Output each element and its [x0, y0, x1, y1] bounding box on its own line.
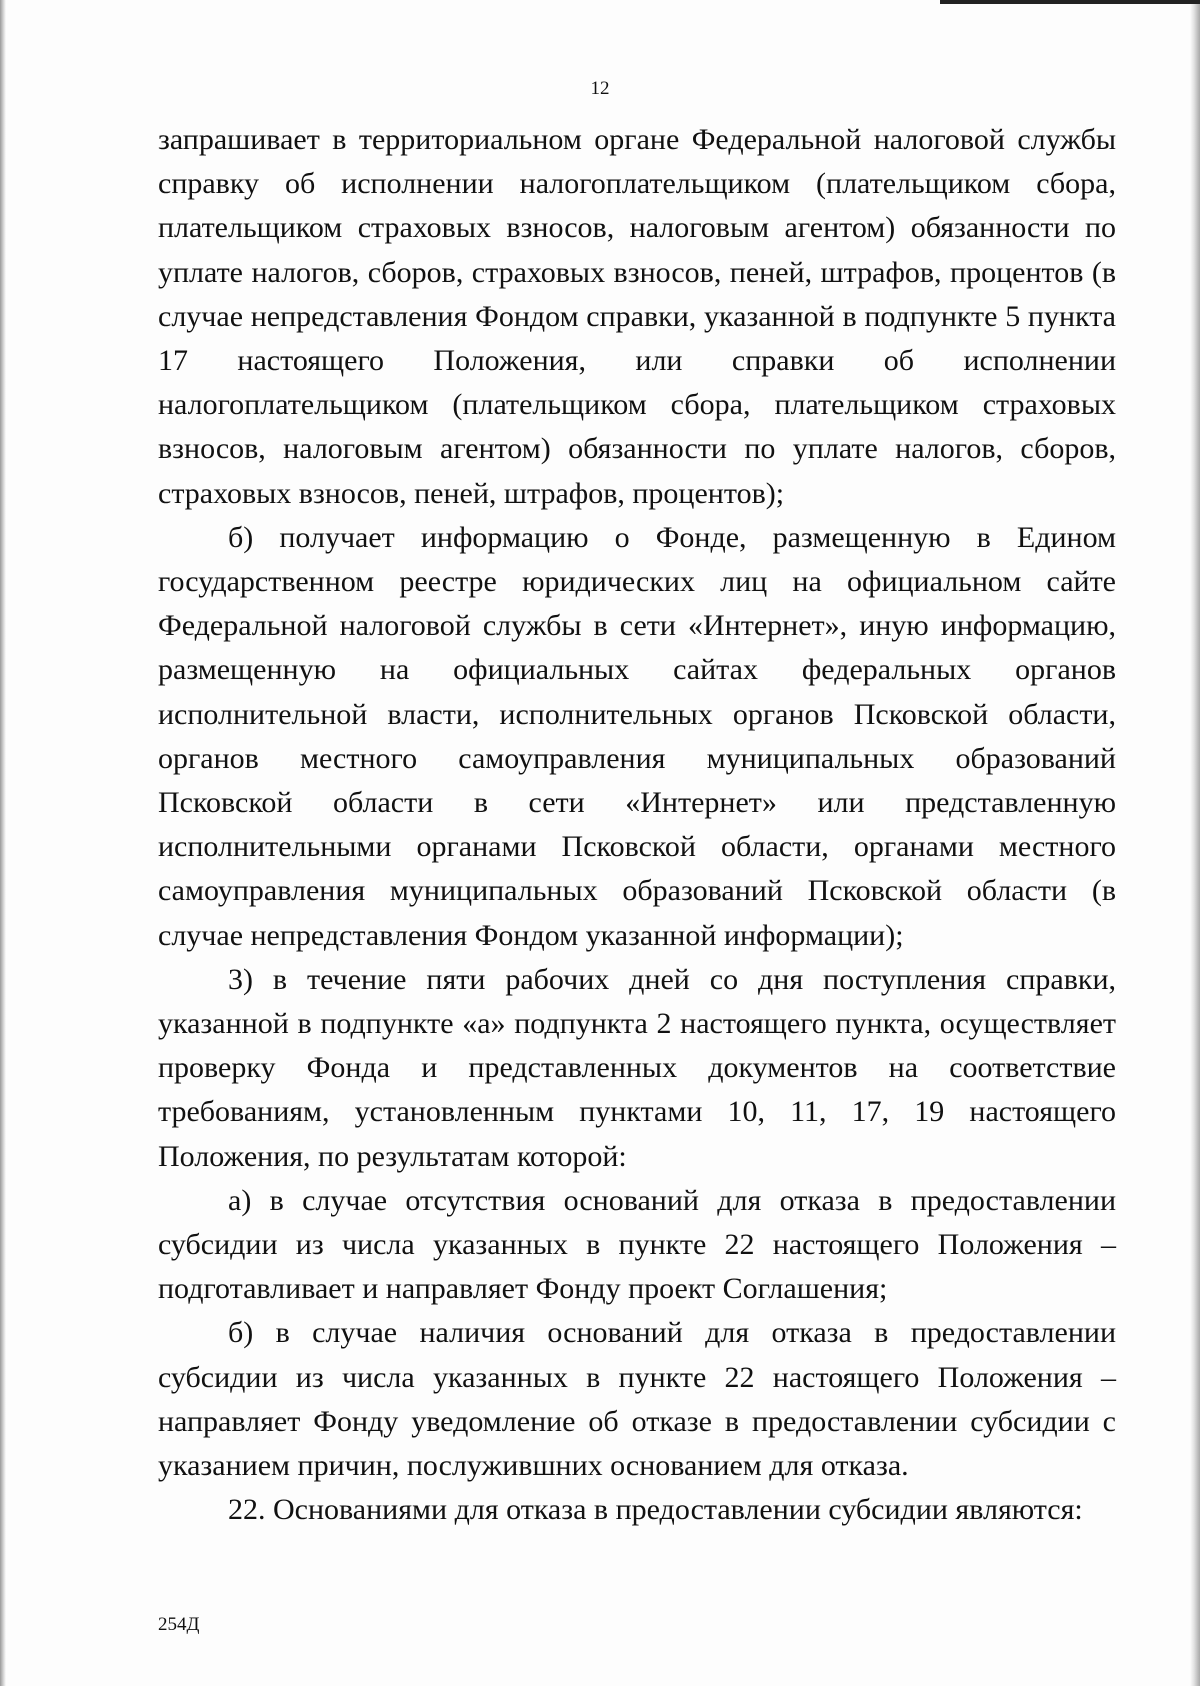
paragraph-continuation: запрашивает в территориальном органе Федеральной налоговой службы справку об исполнении налогоплательщиком (плательщиком сбора, плательщиком страховых взносов, налоговым агентом) обязанности по уплате налогов, сборов, страховых взносов, пеней, штрафов, процентов (в случае непредставления Фондом справки, указанной в подпункте 5 пункта 17 настоящего Положения, или справки об исполнении налогоплательщиком (плательщиком сбора, плательщиком страховых взносов, налоговым агентом) обязанности по уплате налогов, сборов, страховых взносов, пеней, штрафов, процентов);	[158, 123, 1116, 510]
scan-edge-right	[1190, 0, 1200, 1686]
document-body	[158, 118, 1116, 1533]
paragraph-subitem-b: б) получает информацию о Фонде, размещенную в Едином государственном реестре юридических лиц на официальном сайте Федеральной налоговой службы в сети «Интернет», иную информацию, размещенную на официальных сайтах федеральных органов исполнительной власти, исполнительных органов Псковской области, органов местного самоуправления муниципальных образований Псковской области в сети «Интернет» или представленную исполнительными органами Псковской области, органами местного самоуправления муниципальных образований Псковской области (в случае непредставления Фондом указанной информации);	[158, 520, 1116, 952]
scan-edge-top	[940, 0, 1200, 4]
paragraph-subitem-a: а) в случае отсутствия оснований для отказа в предоставлении субсидии из числа указанных в пункте 22 настоящего Положения – подготавливает и направляет Фонду проект Соглашения;	[158, 1183, 1116, 1306]
paragraph-item-3: 3) в течение пяти рабочих дней со дня поступления справки, указанной в подпункте «а» подпункта 2 настоящего пункта, осуществляет проверку Фонда и представленных документов на соответствие требованиям, установленным пунктами 10, 11, 17, 19 настоящего Положения, по результатам которой:	[158, 962, 1116, 1173]
paragraph-clause-22: 22. Основаниями для отказа в предоставлении субсидии являются:	[228, 1493, 1083, 1527]
scan-edge-left	[0, 0, 6, 1686]
page-number: 12	[590, 78, 610, 99]
footer-document-code: 254Д	[158, 1614, 200, 1635]
paragraph-subitem-b-2: б) в случае наличия оснований для отказа в предоставлении субсидии из числа указанных в пункте 22 настоящего Положения – направляет Фонду уведомление об отказе в предоставлении субсидии с указанием причин, послужившних основанием для отказа.	[158, 1316, 1116, 1483]
